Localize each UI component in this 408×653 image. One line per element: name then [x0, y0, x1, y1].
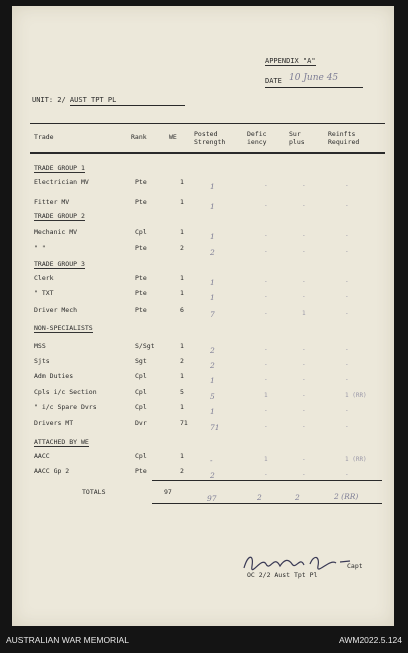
row-we: 6: [180, 306, 184, 314]
row-reinforcements: -: [345, 293, 349, 300]
row-rank: Dvr: [135, 419, 147, 427]
row-trade: Electrician MV: [34, 178, 89, 186]
row-reinforcements: -: [345, 376, 349, 383]
totals-bottom-rule: [152, 503, 382, 504]
row-we: 5: [180, 388, 184, 396]
unit-underline: [70, 105, 185, 106]
date-underline: [265, 87, 363, 88]
col-defic-1: Defic: [247, 130, 267, 138]
row-posted: 1: [210, 376, 215, 385]
row-posted: 2: [210, 248, 215, 257]
row-reinforcements: -: [345, 310, 349, 317]
row-posted: 1: [210, 182, 215, 191]
col-posted-2: Strength: [194, 138, 226, 146]
row-we: 1: [180, 178, 184, 186]
row-posted: 1: [210, 278, 215, 287]
row-rank: Cpl: [135, 388, 147, 396]
col-rank: Rank: [131, 133, 147, 141]
appendix-heading: APPENDIX "A": [265, 57, 316, 65]
row-surplus: -: [302, 202, 306, 209]
row-reinforcements: -: [345, 202, 349, 209]
row-we: 2: [180, 244, 184, 252]
row-we: 2: [180, 357, 184, 365]
row-deficiency: -: [264, 471, 268, 478]
row-posted: 1: [210, 232, 215, 241]
row-trade: Adm Duties: [34, 372, 74, 380]
row-reinforcements: -: [345, 346, 349, 353]
row-rank: Pte: [135, 289, 147, 297]
row-surplus: -: [302, 232, 306, 239]
row-we: 1: [180, 198, 184, 206]
row-rank: Pte: [135, 274, 147, 282]
row-surplus: -: [302, 248, 306, 255]
row-deficiency: -: [264, 376, 268, 383]
totals-top-rule: [152, 480, 382, 481]
row-we: 71: [180, 419, 188, 427]
row-reinforcements: -: [345, 278, 349, 285]
row-deficiency: -: [264, 361, 268, 368]
row-rank: Pte: [135, 178, 147, 186]
row-reinforcements: 1 (RR): [345, 392, 367, 399]
totals-defic: 2: [257, 493, 262, 502]
row-deficiency: -: [264, 423, 268, 430]
row-reinforcements: -: [345, 248, 349, 255]
row-we: 1: [180, 274, 184, 282]
row-rank: Pte: [135, 467, 147, 475]
row-trade: Sjts: [34, 357, 50, 365]
row-trade: AACC: [34, 452, 50, 460]
row-we: 1: [180, 289, 184, 297]
row-surplus: -: [302, 471, 306, 478]
row-reinforcements: 1 (RR): [345, 456, 367, 463]
col-we: WE: [169, 133, 177, 141]
row-we: 2: [180, 467, 184, 475]
row-surplus: -: [302, 278, 306, 285]
group-heading: TRADE GROUP 1: [34, 164, 85, 172]
row-posted: 5: [210, 392, 215, 401]
totals-posted: 97: [207, 494, 217, 503]
row-posted: 1: [210, 202, 215, 211]
row-deficiency: -: [264, 202, 268, 209]
row-posted: 2: [210, 361, 215, 370]
row-reinforcements: -: [345, 471, 349, 478]
row-surplus: -: [302, 407, 306, 414]
row-reinforcements: -: [345, 232, 349, 239]
row-rank: Cpl: [135, 452, 147, 460]
col-sur-2: plus: [289, 138, 305, 146]
row-posted: 2: [210, 471, 215, 480]
row-trade: Clerk: [34, 274, 54, 282]
row-posted: 7: [210, 310, 215, 319]
totals-sur: 2: [295, 493, 300, 502]
row-rank: Pte: [135, 306, 147, 314]
footer-institution: AUSTRALIAN WAR MEMORIAL: [6, 635, 129, 645]
row-trade: Mechanic MV: [34, 228, 78, 236]
signature-title: OC 2/2 Aust Tpt Pl: [247, 571, 318, 579]
totals-label: TOTALS: [82, 488, 106, 496]
totals-reinf: 2 (RR): [334, 492, 359, 501]
row-posted: 1: [210, 293, 215, 302]
row-deficiency: -: [264, 248, 268, 255]
row-rank: Pte: [135, 198, 147, 206]
row-reinforcements: -: [345, 361, 349, 368]
row-reinforcements: -: [345, 407, 349, 414]
row-rank: Cpl: [135, 372, 147, 380]
row-surplus: -: [302, 392, 306, 399]
row-reinforcements: -: [345, 423, 349, 430]
footer-accession: AWM2022.5.124: [339, 635, 402, 645]
group-heading: ATTACHED BY WE: [34, 438, 89, 446]
row-deficiency: -: [264, 407, 268, 414]
row-reinforcements: -: [345, 182, 349, 189]
row-rank: Sgt: [135, 357, 147, 365]
footer-bar: [0, 626, 408, 653]
row-we: 1: [180, 452, 184, 460]
row-deficiency: -: [264, 293, 268, 300]
row-surplus: -: [302, 346, 306, 353]
col-trade: Trade: [34, 133, 54, 141]
row-deficiency: 1: [264, 456, 268, 463]
row-deficiency: 1: [264, 392, 268, 399]
document-page: [12, 6, 394, 626]
row-posted: 71: [210, 423, 220, 432]
col-sur-1: Sur: [289, 130, 301, 138]
row-trade: Fitter MV: [34, 198, 70, 206]
row-we: 1: [180, 228, 184, 236]
row-trade: " TXT: [34, 289, 54, 297]
row-rank: Cpl: [135, 228, 147, 236]
row-trade: AACC Gp 2: [34, 467, 70, 475]
row-surplus: -: [302, 293, 306, 300]
row-deficiency: -: [264, 182, 268, 189]
row-surplus: 1: [302, 310, 306, 317]
group-heading: TRADE GROUP 3: [34, 260, 85, 268]
row-rank: Pte: [135, 244, 147, 252]
row-rank: S/Sgt: [135, 342, 155, 350]
row-surplus: -: [302, 376, 306, 383]
col-reinf-2: Required: [328, 138, 360, 146]
header-bottom-rule: [30, 152, 385, 154]
row-we: 1: [180, 372, 184, 380]
header-top-rule: [30, 123, 385, 124]
unit-line: UNIT: 2/ AUST TPT PL: [32, 96, 117, 104]
row-posted: 1: [210, 407, 215, 416]
row-trade: Cpls i/c Section: [34, 388, 97, 396]
group-heading: TRADE GROUP 2: [34, 212, 85, 220]
date-handwritten: 10 June 45: [289, 73, 339, 83]
col-defic-2: iency: [247, 138, 267, 146]
row-trade: " ": [34, 244, 46, 252]
group-heading: NON-SPECIALISTS: [34, 324, 93, 332]
col-reinf-1: Reinfts: [328, 130, 356, 138]
row-surplus: -: [302, 423, 306, 430]
date-label: DATE: [265, 77, 282, 85]
row-posted: 2: [210, 346, 215, 355]
row-trade: Drivers MT: [34, 419, 74, 427]
row-trade: MSS: [34, 342, 46, 350]
row-posted: -: [210, 456, 213, 465]
row-rank: Cpl: [135, 403, 147, 411]
row-deficiency: -: [264, 232, 268, 239]
row-surplus: -: [302, 361, 306, 368]
totals-we: 97: [164, 488, 172, 496]
col-posted-1: Posted: [194, 130, 218, 138]
row-surplus: -: [302, 456, 306, 463]
row-deficiency: -: [264, 310, 268, 317]
signature-rank: Capt: [347, 562, 363, 570]
row-deficiency: -: [264, 346, 268, 353]
row-we: 1: [180, 342, 184, 350]
row-surplus: -: [302, 182, 306, 189]
row-we: 1: [180, 403, 184, 411]
row-trade: Driver Mech: [34, 306, 78, 314]
row-trade: " i/c Spare Dvrs: [34, 403, 97, 411]
row-deficiency: -: [264, 278, 268, 285]
